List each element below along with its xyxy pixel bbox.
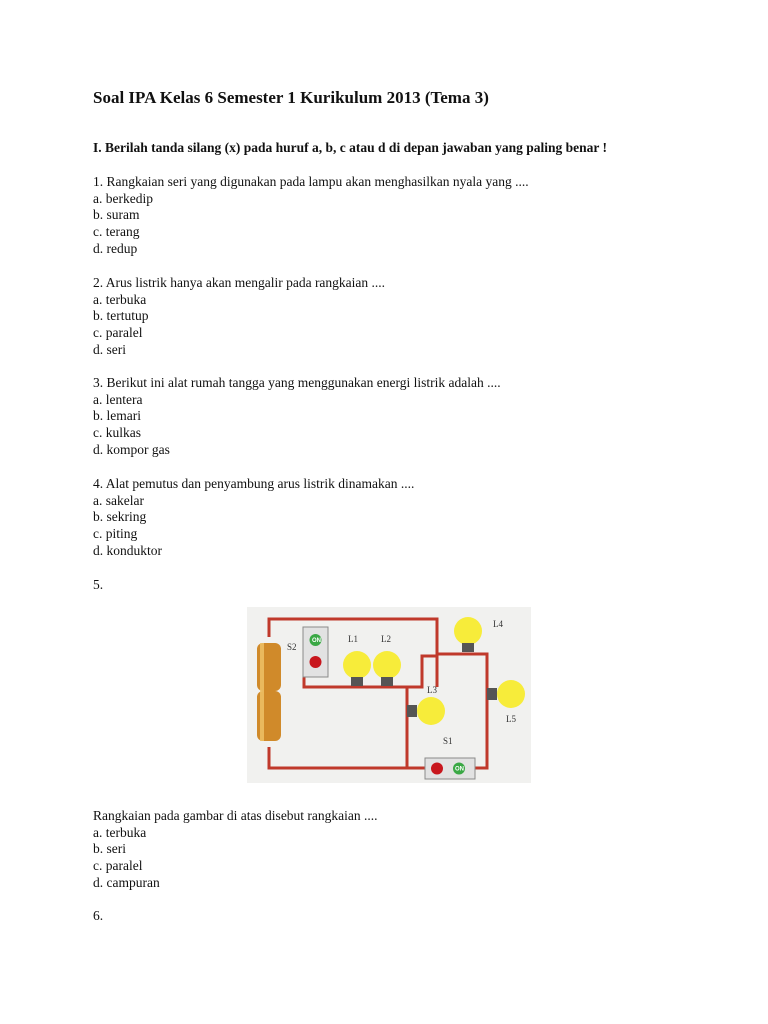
label-l4: L4 [493,619,503,629]
circuit-diagram [247,607,531,783]
bulb-l2-socket [381,677,393,686]
question-2-prompt: 2. Arus listrik hanya akan mengalir pada rangkaian .... [93,275,386,290]
bulb-l3-socket [407,705,417,717]
question-1-option-b: b. suram [93,207,140,223]
question-1-option-c: c. terang [93,224,140,240]
question-5-prompt: Rangkaian pada gambar di atas disebut rangkaian .... [93,808,378,823]
battery-bottom-shine [260,691,264,741]
label-l3: L3 [427,685,437,695]
question-2-option-b: b. tertutup [93,308,149,324]
question-1-option-d: d. redup [93,240,138,256]
question-1-prompt: 1. Rangkaian seri yang digunakan pada lampu akan menghasilkan nyala yang .... [93,174,529,189]
bulb-l5-socket [487,688,497,700]
question-5-option-d: d. campuran [93,874,160,890]
question-3-option-b: b. lemari [93,408,141,424]
question-4-option-c: c. piting [93,526,138,542]
question-4-option-d: d. konduktor [93,542,162,558]
switch-s2-button-label: ON [312,638,321,644]
question-4-option-b: b. sekring [93,509,147,525]
question-5-option-c: c. paralel [93,858,143,874]
circuit-diagram-svg [247,607,531,783]
bulb-l1-socket [351,677,363,686]
switch-s2 [303,627,328,677]
bulb-l2-glass [373,651,401,679]
document-title: Soal IPA Kelas 6 Semester 1 Kurikulum 2013 (Tema 3) [93,88,489,107]
bulb-l4-glass [454,617,482,645]
question-2-option-c: c. paralel [93,325,143,341]
battery-top-shine [260,643,264,691]
question-5-option-a: a. terbuka [93,824,147,840]
question-3-prompt: 3. Berikut ini alat rumah tangga yang menggunakan energi listrik adalah .... [93,375,501,390]
label-s1: S1 [443,736,453,746]
question-4-option-a: a. sakelar [93,492,144,508]
switch-s1 [425,758,475,779]
bulb-l3-glass [417,697,445,725]
switch-s2-off-button [310,656,322,668]
question-5-number: 5. [93,577,104,592]
question-4-prompt: 4. Alat pemutus dan penyambung arus listrik dinamakan .... [93,476,415,491]
bulb-l1-glass [343,651,371,679]
label-s2: S2 [287,642,297,652]
switch-s1-off-button [431,763,443,775]
question-2-option-d: d. seri [93,341,126,357]
question-3-option-a: a. lentera [93,391,143,407]
label-l1: L1 [348,634,358,644]
question-2-option-a: a. terbuka [93,291,147,307]
label-l2: L2 [381,634,391,644]
bulb-l5-glass [497,680,525,708]
switch-s1-button-label: ON [455,766,464,773]
question-6-number: 6. [93,908,104,923]
section-instruction: I. Berilah tanda silang (x) pada huruf a, b, c atau d di depan jawaban yang paling benar ! [93,140,607,155]
question-3-option-c: c. kulkas [93,425,141,441]
label-l5: L5 [506,714,516,724]
question-5-option-b: b. seri [93,841,126,857]
question-1-option-a: a. berkedip [93,190,153,206]
question-3-option-d: d. kompor gas [93,441,170,457]
bulb-l4-socket [462,643,474,652]
battery-stack [257,643,281,741]
